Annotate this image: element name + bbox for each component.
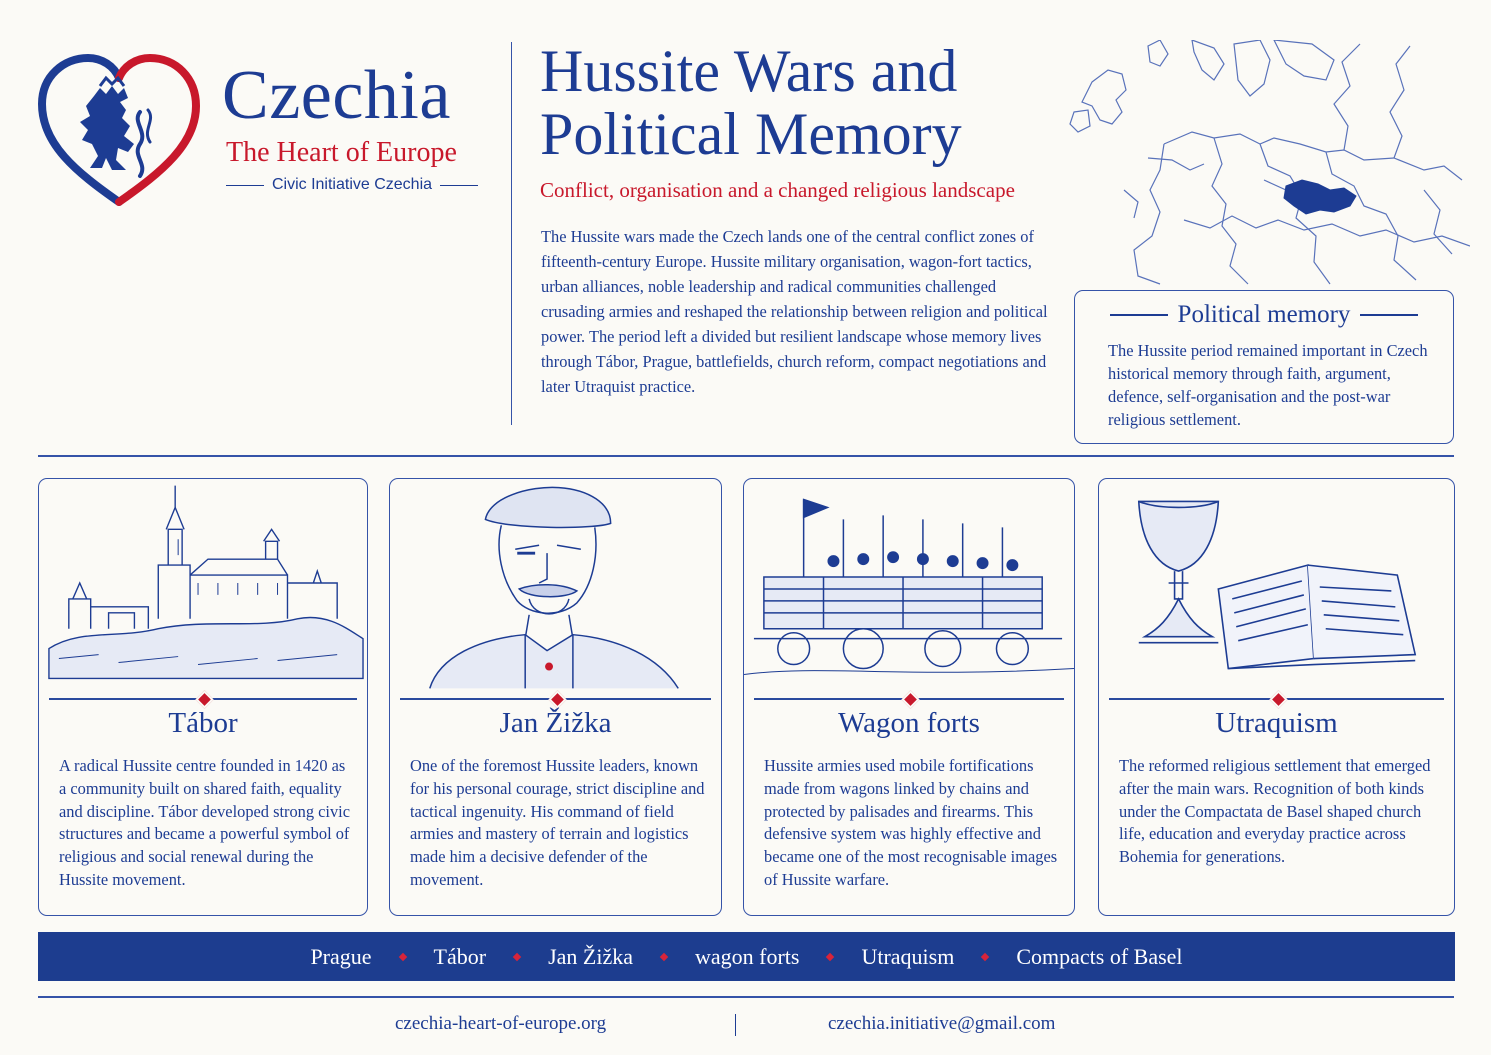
card-utraquism — [1098, 478, 1455, 916]
card-title: Utraquism — [1215, 707, 1338, 739]
initiative-label: Civic Initiative Czechia — [271, 176, 433, 193]
card-title: Wagon forts — [838, 707, 980, 739]
keyword: Jan Žižka — [548, 943, 633, 969]
red-diamond-icon — [398, 952, 406, 960]
card-jan-zizka — [389, 478, 722, 916]
keyword: Prague — [310, 943, 372, 969]
red-diamond-icon — [901, 690, 919, 708]
red-diamond-icon — [1269, 690, 1287, 708]
card-text: Hussite armies used mobile fortifications made from wagons linked by chains and protected by palisades and firearms. This defensive system was highly effective and became one of the most recognisable images of Hussite warfare. — [764, 756, 1058, 889]
keyword: wagon forts — [694, 943, 800, 969]
footer-website-link[interactable]: czechia-heart-of-europe.org — [395, 1013, 607, 1034]
heart-lion-logo — [36, 52, 202, 208]
brand-initiative — [226, 176, 478, 194]
footer-separator — [735, 1014, 736, 1036]
card-tabor — [38, 478, 368, 916]
card-wagon-forts — [743, 478, 1075, 916]
red-diamond-icon — [513, 952, 521, 960]
heading-right-rule — [1360, 314, 1418, 316]
keyword: Compacts of Basel — [1016, 943, 1183, 969]
political-memory-text: The Hussite period remained important in Czech historical memory through faith, argument, defence, self-organisation and the post-war religious settlement. — [1108, 341, 1428, 429]
card-title: Jan Žižka — [499, 707, 612, 739]
brand-tagline: The Heart of Europe — [226, 137, 457, 168]
page-subtitle: Conflict, organisation and a changed religious landscape — [540, 178, 1015, 202]
initiative-left-rule — [226, 185, 264, 186]
red-diamond-icon — [981, 952, 989, 960]
jan-zizka-portrait-icon — [390, 479, 721, 689]
card-text: A radical Hussite centre founded in 1420 as a community built on shared faith, equality and discipline. Tábor developed strong civic structures and became a powerful symbol of religious and social renewal during the Hussite movement. — [59, 756, 351, 889]
header-divider — [511, 42, 512, 425]
page-title: Hussite Wars and Political Memory — [540, 38, 962, 167]
footer-email-link[interactable]: czechia.initiative@gmail.com — [828, 1013, 1056, 1034]
brand-name: Czechia — [222, 57, 451, 134]
section-divider — [38, 455, 1454, 457]
card-title: Tábor — [168, 707, 238, 739]
card-text: One of the foremost Hussite leaders, known for his personal courage, strict discipline and tactical ingenuity. His command of field armies and mastery of terrain and logistics made him a decisive defender of the movement. — [410, 756, 705, 889]
intro-paragraph: The Hussite wars made the Czech lands one of the central conflict zones of fifteenth-century Europe. Hussite military organisation, wagon-fort tactics, urban alliances, noble leadership and radical communities challenged crusading armies and reshaped the relationship between religion and political power. The period left a divided but resilient landscape whose memory lives through Tábor, Prague, battlefields, church reform, compact negotiations and later Utraquist practice. — [541, 227, 1048, 396]
card-text: The reformed religious settlement that emerged after the main wars. Recognition of both kinds under the Compactata de Basel shaped church life, education and everyday practice across Bohemia for generations. — [1119, 756, 1431, 867]
europe-map-icon — [1064, 40, 1470, 286]
red-diamond-icon — [660, 952, 668, 960]
red-diamond-icon — [195, 690, 213, 708]
chalice-and-book-icon — [1099, 479, 1454, 689]
red-diamond-icon — [826, 952, 834, 960]
tabor-town-illustration-icon — [39, 479, 367, 689]
political-memory-box — [1074, 290, 1454, 444]
keyword: Utraquism — [861, 943, 955, 969]
keyword: Tábor — [433, 943, 487, 969]
red-diamond-icon — [548, 690, 566, 708]
initiative-right-rule — [440, 185, 478, 186]
political-memory-heading — [1075, 301, 1453, 329]
political-memory-title: Political memory — [1177, 301, 1351, 328]
keyword-bar — [38, 932, 1455, 981]
wagon-fort-illustration-icon — [744, 479, 1074, 689]
footer-divider — [38, 996, 1454, 998]
heading-left-rule — [1110, 314, 1168, 316]
